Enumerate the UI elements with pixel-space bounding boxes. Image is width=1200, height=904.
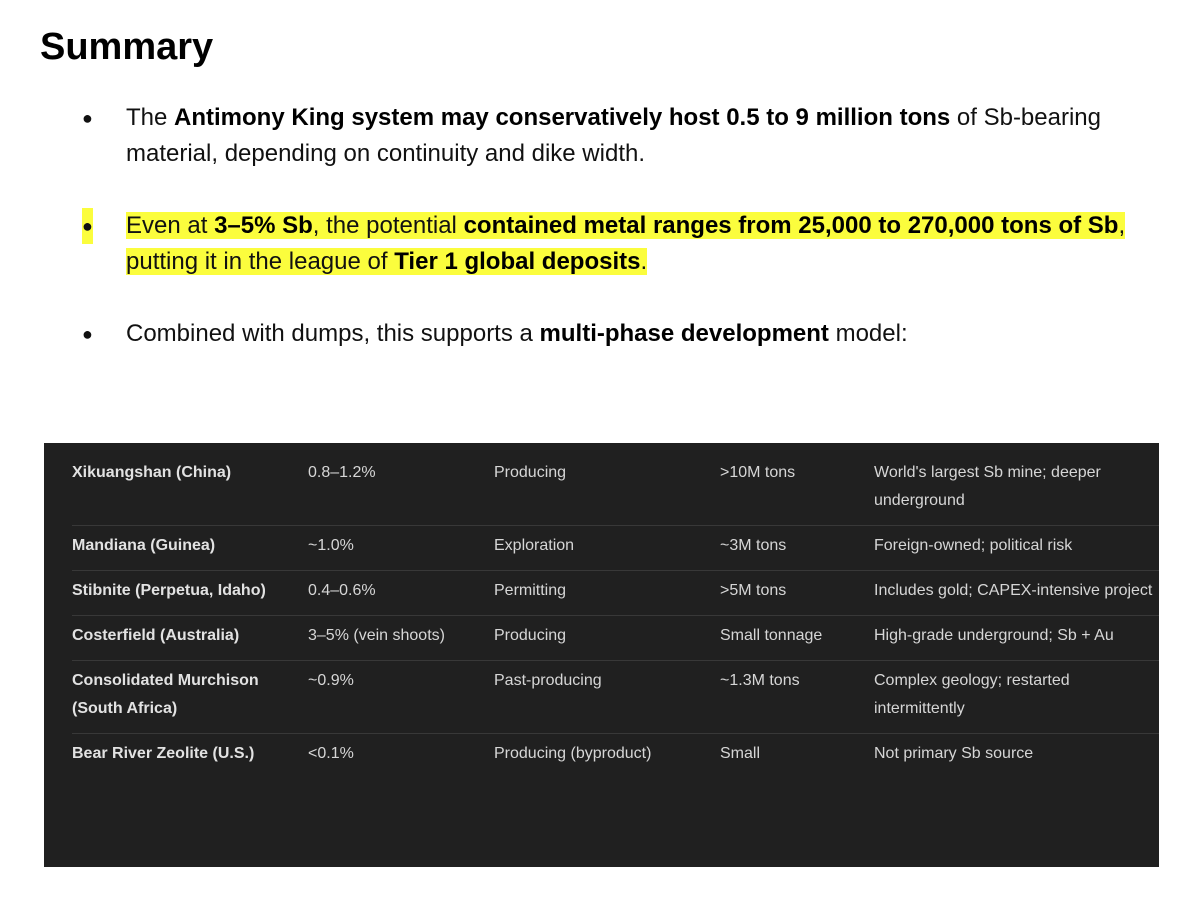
tonnage-cell: ~3M tons: [720, 526, 874, 571]
tonnage-cell: Small: [720, 745, 761, 762]
notes-cell: Complex geology; restarted intermittently: [874, 661, 1159, 734]
table-row: [72, 661, 1159, 734]
bullet-bold-phrase: Tier 1 global deposits: [394, 248, 641, 275]
deposit-comparison-table: [44, 443, 1159, 867]
summary-bullet-item: [0, 316, 1146, 352]
notes-cell: Includes gold; CAPEX-intensive project: [874, 571, 1159, 616]
bullet-text-run: Combined with dumps, this supports a: [126, 320, 540, 347]
table-row: [72, 571, 1159, 616]
status-cell: Producing: [494, 616, 720, 661]
table-row: [72, 453, 1159, 526]
grade-cell: 0.8–1.2%: [308, 453, 494, 526]
notes-cell: Not primary Sb source: [874, 745, 1034, 762]
status-cell: Producing (byproduct): [494, 745, 652, 762]
grade-cell: ~1.0%: [308, 526, 494, 571]
bullet-text: [126, 104, 1101, 167]
bullet-text-run: The: [126, 104, 175, 131]
bullet-bold-phrase: multi-phase development: [539, 320, 829, 347]
deposit-name-cell: Bear River Zeolite (U.S.): [72, 745, 255, 762]
tonnage-cell: >5M tons: [720, 571, 874, 616]
summary-bullet-item: [0, 100, 1146, 172]
bullet-bold-phrase: Antimony King system may conservatively host 0.5 to 9 million tons: [174, 104, 951, 131]
deposit-table: [72, 453, 1159, 778]
status-cell: Exploration: [494, 526, 720, 571]
notes-cell: High-grade underground; Sb + Au: [874, 616, 1159, 661]
notes-cell: World's largest Sb mine; deeper underground: [874, 453, 1159, 526]
bullet-text: [126, 212, 1125, 275]
tonnage-cell: >10M tons: [720, 453, 874, 526]
bullet-text-run: Even at: [126, 212, 215, 239]
bullet-dot-icon: ●: [82, 208, 93, 244]
table-row: [72, 616, 1159, 661]
bullet-text-run: of Sb-bearing material, depending on continuity and dike width.: [126, 104, 1101, 167]
grade-cell: ~0.9%: [308, 661, 494, 734]
grade-cell: <0.1%: [308, 745, 354, 762]
bullet-bold-phrase: contained metal ranges from 25,000 to 270,000 tons of Sb: [463, 212, 1119, 239]
tonnage-cell: Small tonnage: [720, 616, 874, 661]
bullet-text-run: , the potential: [312, 212, 464, 239]
tonnage-cell: ~1.3M tons: [720, 661, 874, 734]
deposit-name-cell: Mandiana (Guinea): [72, 526, 308, 571]
deposit-name-cell: Consolidated Murchison (South Africa): [72, 661, 308, 734]
table-row: [72, 526, 1159, 571]
status-cell: Producing: [494, 453, 720, 526]
summary-bullet-item: [0, 208, 1146, 280]
summary-bullet-list: [0, 100, 1200, 352]
status-cell: Permitting: [494, 571, 720, 616]
bullet-dot-icon: ●: [82, 108, 93, 128]
notes-cell: Foreign-owned; political risk: [874, 526, 1159, 571]
bullet-dot-icon: ●: [82, 324, 93, 344]
grade-cell: 0.4–0.6%: [308, 571, 494, 616]
bullet-text-run: , putting it in the league of: [126, 212, 1126, 275]
deposit-name-cell: Costerfield (Australia): [72, 616, 308, 661]
table-row: [72, 734, 1159, 779]
bullet-bold-phrase: 3–5% Sb: [214, 212, 313, 239]
bullet-text-run: .: [640, 248, 648, 275]
deposit-name-cell: Xikuangshan (China): [72, 453, 308, 526]
status-cell: Past-producing: [494, 661, 720, 734]
deposit-name-cell: Stibnite (Perpetua, Idaho): [72, 571, 308, 616]
grade-cell: 3–5% (vein shoots): [308, 616, 494, 661]
summary-heading: Summary: [40, 26, 214, 68]
bullet-text-run: model:: [828, 320, 908, 347]
bullet-text: [126, 320, 908, 347]
